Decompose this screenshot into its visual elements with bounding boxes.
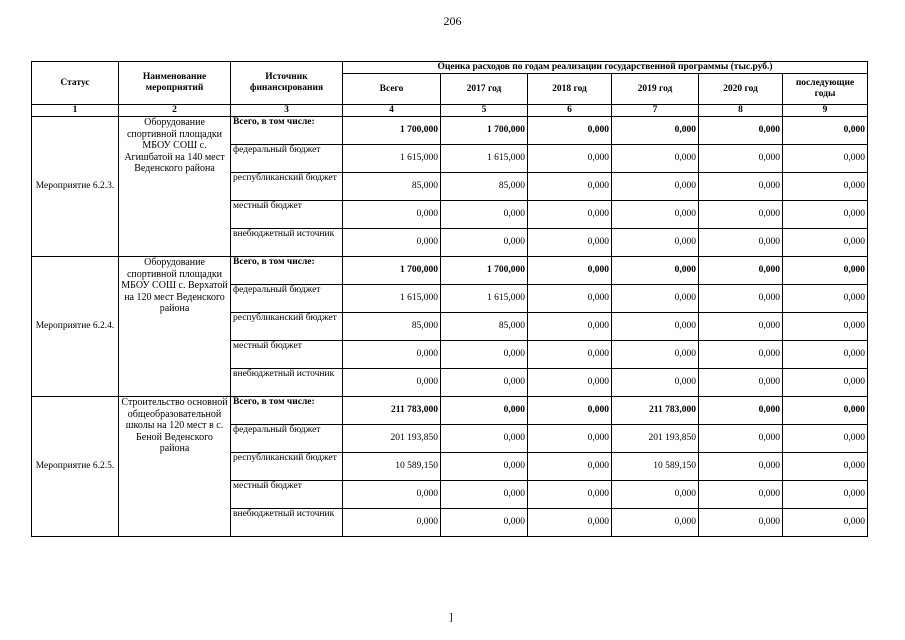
amount-cell: 1 700,000 [343,257,441,285]
amount-cell: 0,000 [699,369,783,397]
amount-cell: 1 700,000 [343,117,441,145]
amount-cell: 0,000 [528,145,612,173]
amount-cell: 211 783,000 [343,397,441,425]
column-number: 3 [231,105,343,117]
amount-cell: 0,000 [699,117,783,145]
amount-cell: 0,000 [699,481,783,509]
amount-cell: 0,000 [528,481,612,509]
amount-cell: 85,000 [441,313,528,341]
activity-name-cell: Оборудование спортивной площадки МБОУ СОШ с. Верхатой на 120 мест Веденского района [119,257,231,397]
amount-cell: 0,000 [783,481,868,509]
header-estimate-group: Оценка расходов по годам реализации государственной программы (тыс.руб.) [343,62,868,74]
amount-cell: 0,000 [343,201,441,229]
amount-cell: 0,000 [528,257,612,285]
amount-cell: 0,000 [528,173,612,201]
amount-cell: 0,000 [441,369,528,397]
amount-cell: 0,000 [612,285,699,313]
amount-cell: 0,000 [783,173,868,201]
total-row [32,257,868,285]
amount-cell: 0,000 [699,229,783,257]
amount-cell: 0,000 [441,229,528,257]
amount-cell: 0,000 [441,341,528,369]
amount-cell: 201 193,850 [612,425,699,453]
amount-cell: 0,000 [699,397,783,425]
amount-cell: 0,000 [783,257,868,285]
funding-source-cell: республиканский бюджет [231,313,343,341]
amount-cell: 0,000 [699,453,783,481]
header-2020: 2020 год [699,74,783,105]
amount-cell: 0,000 [612,145,699,173]
column-number: 8 [699,105,783,117]
amount-cell: 0,000 [783,117,868,145]
amount-cell: 10 589,150 [612,453,699,481]
budget-table [31,61,868,537]
amount-cell: 0,000 [528,313,612,341]
funding-source-cell: республиканский бюджет [231,453,343,481]
amount-cell: 0,000 [343,509,441,537]
amount-cell: 0,000 [699,257,783,285]
amount-cell: 0,000 [441,201,528,229]
funding-source-cell: федеральный бюджет [231,285,343,313]
amount-cell: 0,000 [612,481,699,509]
amount-cell: 0,000 [343,341,441,369]
amount-cell: 0,000 [699,145,783,173]
amount-cell: 211 783,000 [612,397,699,425]
activity-name-cell: Строительство основной общеобразовательной школы на 120 мест в с. Беной Веденского района [119,397,231,537]
amount-cell: 0,000 [528,117,612,145]
amount-cell: 0,000 [612,509,699,537]
amount-cell: 0,000 [783,229,868,257]
header-name: Наименование мероприятий [119,62,231,105]
column-number: 4 [343,105,441,117]
header-status: Статус [32,62,119,105]
amount-cell: 85,000 [441,173,528,201]
amount-cell: 1 615,000 [441,285,528,313]
amount-cell: 85,000 [343,313,441,341]
status-cell: Мероприятие 6.2.4. [32,257,119,397]
funding-source-cell: внебюджетный источник [231,369,343,397]
amount-cell: 0,000 [612,257,699,285]
amount-cell: 0,000 [783,425,868,453]
header-2019: 2019 год [612,74,699,105]
amount-cell: 0,000 [528,341,612,369]
amount-cell: 0,000 [699,173,783,201]
funding-source-cell: Всего, в том числе: [231,397,343,425]
header-total: Всего [343,74,441,105]
funding-source-cell: федеральный бюджет [231,425,343,453]
amount-cell: 0,000 [528,453,612,481]
amount-cell: 0,000 [343,369,441,397]
amount-cell: 0,000 [783,453,868,481]
amount-cell: 0,000 [441,425,528,453]
column-number: 5 [441,105,528,117]
amount-cell: 0,000 [699,201,783,229]
column-number: 1 [32,105,119,117]
amount-cell: 0,000 [612,201,699,229]
funding-source-cell: внебюджетный источник [231,509,343,537]
funding-source-cell: внебюджетный источник [231,229,343,257]
amount-cell: 0,000 [699,313,783,341]
amount-cell: 0,000 [528,509,612,537]
amount-cell: 0,000 [528,369,612,397]
amount-cell: 1 615,000 [343,145,441,173]
amount-cell: 201 193,850 [343,425,441,453]
amount-cell: 0,000 [441,509,528,537]
amount-cell: 1 700,000 [441,117,528,145]
amount-cell: 0,000 [699,341,783,369]
amount-cell: 1 615,000 [441,145,528,173]
amount-cell: 0,000 [528,229,612,257]
amount-cell: 85,000 [343,173,441,201]
amount-cell: 0,000 [343,481,441,509]
page-number: 206 [443,14,462,28]
header-source: Источник финансирования [231,62,343,105]
activity-name-cell: Оборудование спортивной площадки МБОУ СОШ с. Агишбатой на 140 мест Веденского района [119,117,231,257]
header-2017: 2017 год [441,74,528,105]
amount-cell: 0,000 [441,397,528,425]
amount-cell: 0,000 [343,229,441,257]
amount-cell: 0,000 [612,369,699,397]
funding-source-cell: Всего, в том числе: [231,117,343,145]
column-number-row [32,105,868,117]
amount-cell: 0,000 [699,425,783,453]
amount-cell: 1 615,000 [343,285,441,313]
funding-source-cell: местный бюджет [231,341,343,369]
amount-cell: 0,000 [612,341,699,369]
funding-source-cell: Всего, в том числе: [231,257,343,285]
amount-cell: 0,000 [783,509,868,537]
column-number: 9 [783,105,868,117]
amount-cell: 0,000 [783,145,868,173]
amount-cell: 0,000 [783,397,868,425]
header-later-years: последующие годы [783,74,868,105]
status-cell: Мероприятие 6.2.5. [32,397,119,537]
funding-source-cell: федеральный бюджет [231,145,343,173]
amount-cell: 0,000 [612,313,699,341]
amount-cell: 0,000 [783,201,868,229]
amount-cell: 0,000 [612,173,699,201]
amount-cell: 0,000 [783,285,868,313]
funding-source-cell: местный бюджет [231,201,343,229]
amount-cell: 0,000 [612,229,699,257]
amount-cell: 0,000 [528,425,612,453]
footer-mark: ] [449,611,453,623]
amount-cell: 0,000 [783,341,868,369]
total-row [32,117,868,145]
amount-cell: 0,000 [699,509,783,537]
status-cell: Мероприятие 6.2.3. [32,117,119,257]
amount-cell: 0,000 [441,481,528,509]
amount-cell: 0,000 [528,285,612,313]
amount-cell: 0,000 [699,285,783,313]
amount-cell: 10 589,150 [343,453,441,481]
total-row [32,397,868,425]
column-number: 2 [119,105,231,117]
amount-cell: 0,000 [528,397,612,425]
amount-cell: 0,000 [441,453,528,481]
amount-cell: 1 700,000 [441,257,528,285]
column-number: 6 [528,105,612,117]
column-number: 7 [612,105,699,117]
amount-cell: 0,000 [528,201,612,229]
amount-cell: 0,000 [783,313,868,341]
amount-cell: 0,000 [783,369,868,397]
header-2018: 2018 год [528,74,612,105]
amount-cell: 0,000 [612,117,699,145]
funding-source-cell: республиканский бюджет [231,173,343,201]
funding-source-cell: местный бюджет [231,481,343,509]
